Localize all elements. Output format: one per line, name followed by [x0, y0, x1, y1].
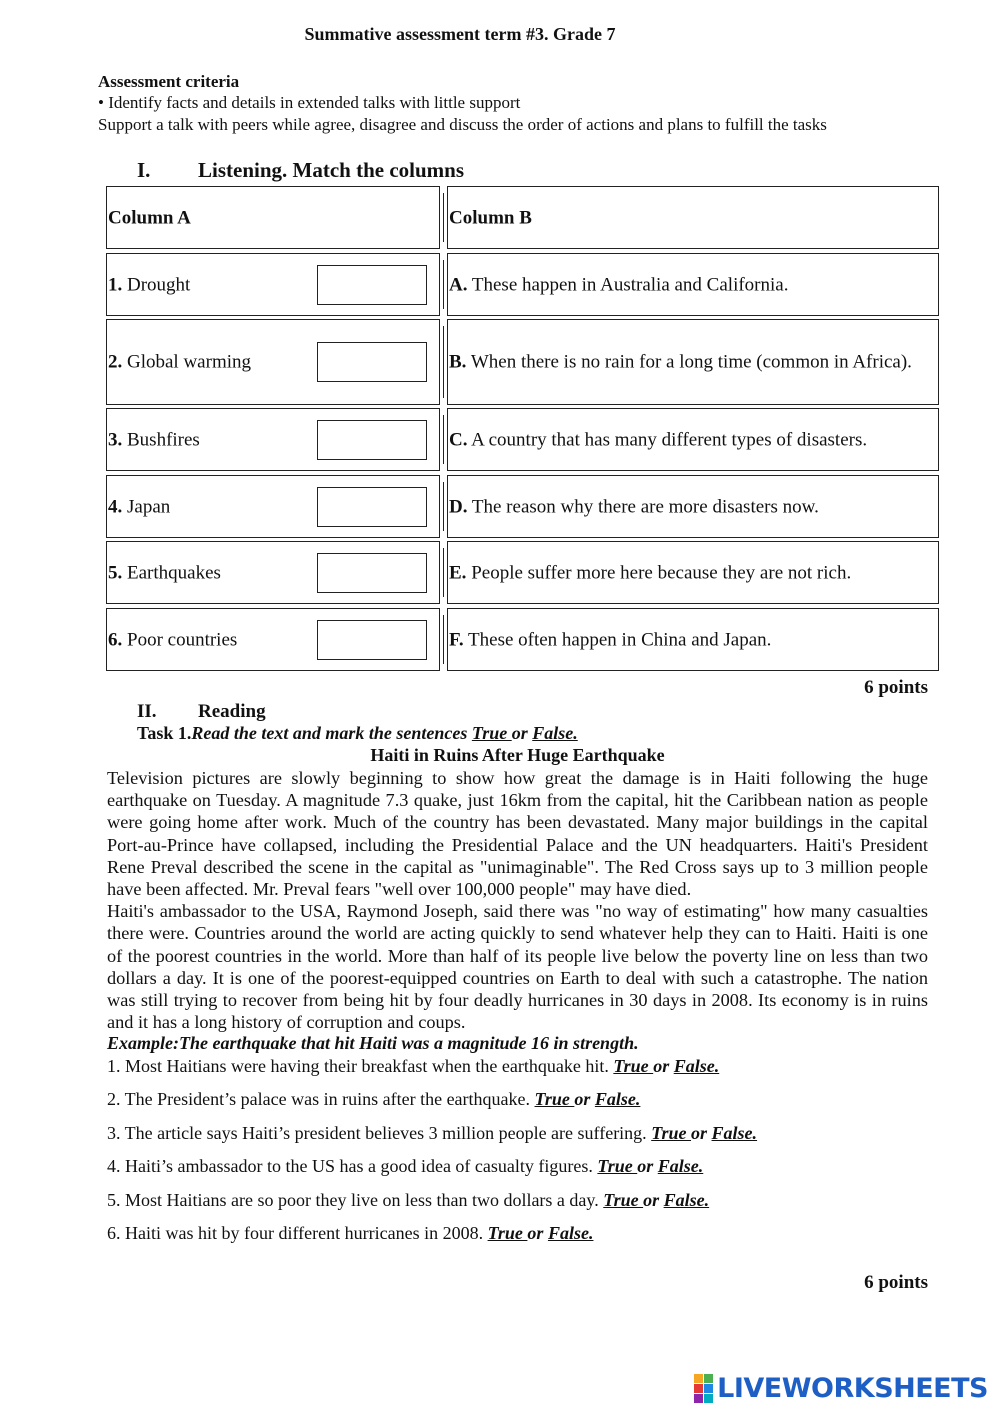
column-a-row-5: [106, 541, 440, 604]
answer-input-4[interactable]: [317, 487, 427, 527]
column-b-row-f: [447, 608, 939, 671]
true-option[interactable]: True: [651, 1123, 692, 1143]
article-title: Haiti in Ruins After Huge Earthquake: [370, 745, 665, 765]
false-option[interactable]: False.: [673, 1056, 720, 1076]
article-paragraph-2: Haiti's ambassador to the USA, Raymond Joseph, said there was "no way of estimating" how many casualties there were. Countries around the world are acting quickly to send whatever help they can to Haiti. Haiti is one of the poorest countries in the world. More than half of its people live below the poverty line on less than two dollars a day. It is one of the poorest-equipped countries on Earth to deal with such a catastrophe. The nation was still trying to recover from being hit by four deadly hurricanes in 30 days in 2008. Its economy is in ruins and it has a long history of corruption and coups.: [107, 901, 928, 1033]
task-1-instruction: Task 1.Read the text and mark the sentences True or False.: [137, 723, 578, 743]
column-a-item: 1. Drought: [108, 274, 191, 295]
logo-text: LIVEWORKSHEETS: [717, 1372, 988, 1404]
answer-input-6[interactable]: [317, 620, 427, 660]
column-a-row-3: [106, 408, 440, 471]
column-a-header: Column A: [108, 207, 191, 228]
column-b-item: C. A country that has many different types of disasters.: [449, 429, 868, 450]
answer-input-2[interactable]: [317, 342, 427, 382]
question-5: 5. Most Haitians are so poor they live on less than two dollars a day. True or False.: [107, 1190, 710, 1210]
false-option[interactable]: False.: [547, 1223, 594, 1243]
column-a-row-4: [106, 475, 440, 538]
section-1-heading: [137, 158, 464, 183]
criteria-line-2: Support a talk with peers while agree, disagree and discuss the order of actions and plans to fulfill the tasks: [98, 115, 827, 134]
column-a-item: 4. Japan: [108, 496, 171, 517]
column-a-header-cell: [106, 186, 440, 249]
section-2-heading: [137, 701, 266, 723]
column-b-item: B. When there is no rain for a long time (common in Africa).: [449, 351, 912, 373]
column-a-item: 2. Global warming: [108, 351, 252, 373]
false-option[interactable]: False.: [663, 1190, 710, 1210]
logo-square: [704, 1374, 713, 1383]
false-option[interactable]: False.: [594, 1089, 641, 1109]
logo-square: [704, 1394, 713, 1403]
column-b-item: E. People suffer more here because they are not rich.: [449, 562, 852, 583]
column-a-item: 5. Earthquakes: [108, 562, 221, 583]
answer-input-5[interactable]: [317, 553, 427, 593]
question-4: 4. Haiti’s ambassador to the US has a good idea of casualty figures. True or False.: [107, 1156, 704, 1176]
section-2-points: 6 points: [864, 1272, 928, 1293]
logo-square: [704, 1384, 713, 1393]
column-b-item: D. The reason why there are more disasters now.: [449, 496, 819, 517]
column-b-header-cell: [447, 186, 939, 249]
section-2-title: Reading: [198, 701, 266, 722]
column-a-row-6: [106, 608, 440, 671]
criteria-heading: Assessment criteria: [98, 72, 240, 91]
example-sentence: Example:The earthquake that hit Haiti was a magnitude 16 in strength.: [107, 1033, 639, 1053]
column-b-item: F. These often happen in China and Japan.: [449, 629, 772, 650]
column-b-row-e: [447, 541, 939, 604]
column-b-header: Column B: [449, 207, 532, 228]
section-1-number: I.: [137, 158, 151, 182]
criteria-line-1: • Identify facts and details in extended talks with little support: [98, 93, 521, 112]
section-2-number: II.: [137, 701, 157, 722]
section-1-points: 6 points: [864, 677, 928, 698]
column-b-row-c: [447, 408, 939, 471]
logo-square: [694, 1394, 703, 1403]
false-option[interactable]: False.: [657, 1156, 704, 1176]
article-body: [107, 767, 928, 1033]
true-option[interactable]: True: [534, 1089, 575, 1109]
column-b-row-d: [447, 475, 939, 538]
task-label: Task 1.: [137, 723, 192, 743]
false-option[interactable]: False.: [711, 1123, 758, 1143]
column-a-row-2: [106, 319, 440, 405]
column-b-item: A. These happen in Australia and California.: [449, 274, 789, 295]
question-6: 6. Haiti was hit by four different hurricanes in 2008. True or False.: [107, 1223, 594, 1243]
column-b-row-a: [447, 253, 939, 316]
column-a-row-1: [106, 253, 440, 316]
answer-input-3[interactable]: [317, 420, 427, 460]
column-b-row-b: [447, 319, 939, 405]
logo-icon: [694, 1374, 713, 1403]
true-option[interactable]: True: [603, 1190, 644, 1210]
question-1: 1. Most Haitians were having their breakfast when the earthquake hit. True or False.: [107, 1056, 720, 1076]
true-option[interactable]: True: [487, 1223, 528, 1243]
question-2: 2. The President’s palace was in ruins after the earthquake. True or False.: [107, 1089, 641, 1109]
logo-square: [694, 1374, 703, 1383]
page-title: Summative assessment term #3. Grade 7: [304, 24, 616, 44]
true-option[interactable]: True: [597, 1156, 638, 1176]
column-a-item: 3. Bushfires: [108, 429, 200, 450]
answer-input-1[interactable]: [317, 265, 427, 305]
article-paragraph-1: Television pictures are slowly beginning to show how great the damage is in Haiti following the huge earthquake on Tuesday. A magnitude 7.3 quake, just 16km from the capital, hit the Caribbean nation as people were going home after work. Much of the country has been devastated. Many major buildings in the capital Port-au-Prince have collapsed, including the Presidential Palace and the UN headquarters. Haiti's President Rene Preval described the scene in the capital as "unimaginable". The Red Cross says up to 3 million people have been affected. Mr. Preval fears "well over 100,000 people" may have died.: [107, 768, 928, 900]
question-3: 3. The article says Haiti’s president believes 3 million people are suffering. True or False.: [107, 1123, 758, 1143]
column-a-item: 6. Poor countries: [108, 629, 238, 650]
section-1-title: Listening. Match the columns: [198, 158, 465, 182]
logo-square: [694, 1384, 703, 1393]
liveworksheets-logo: [694, 1374, 988, 1402]
true-option[interactable]: True: [613, 1056, 654, 1076]
